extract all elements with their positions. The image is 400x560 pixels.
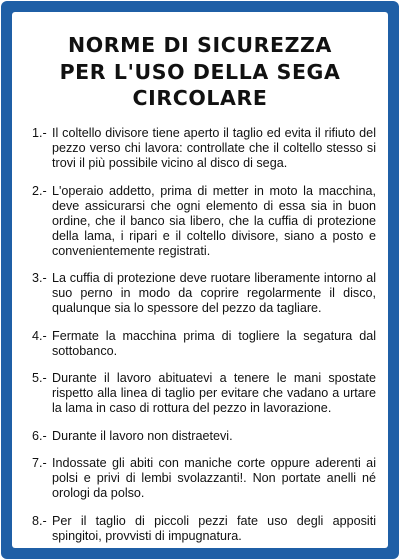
rule-text: La cuffia di protezione deve ruotare liberamente intorno al suo perno in modo da coprire regolarmente il disco, qualunque sia lo spessore del pezzo da tagliare. — [52, 271, 376, 315]
sign-title-line: NORME DI SICUREZZA — [68, 33, 332, 57]
rule-item — [32, 329, 376, 359]
rule-number: 7.- — [32, 456, 47, 470]
rule-item — [32, 184, 376, 259]
sign-title-line: PER L'USO DELLA SEGA — [59, 59, 341, 84]
rule-item — [32, 271, 376, 316]
rule-number: 5.- — [32, 371, 47, 385]
sign-title-line: CIRCOLARE — [132, 86, 268, 110]
rule-number: 4.- — [32, 328, 47, 343]
rule-text: Fermate la macchina prima di togliere la segatura dal sottobanco. — [52, 328, 376, 358]
sign-title — [12, 32, 388, 112]
rule-text: Per il taglio di piccoli pezzi fate uso degli appositi spingitoi, provvisti di impugnatura. — [52, 513, 376, 543]
rule-item — [32, 371, 376, 416]
safety-sign — [1, 1, 399, 559]
rule-item — [32, 456, 376, 501]
rule-number: 8.- — [32, 513, 47, 528]
rule-text: L'operaio addetto, prima di metter in moto la macchina, deve assicurarsi che ogni elemento di essa sia in buon ordine, che il banco sia libero, che la cuffia di protezione della lama, i ripari e il coltello divisore, siano a posto e convenientemente registrati. — [52, 183, 376, 258]
rule-item — [32, 429, 376, 444]
rule-number: 3.- — [32, 271, 47, 285]
rule-text: Indossate gli abiti con maniche corte oppure aderenti ai polsi e privi di lembi svolazzanti!. Non portate anelli né orologi da polso. — [52, 456, 376, 500]
rule-number: 1.- — [32, 126, 47, 140]
sign-panel — [12, 12, 388, 548]
rule-text: Il coltello divisore tiene aperto il taglio ed evita il rifiuto del pezzo verso chi lavora: controllate che il coltello stesso si trovi il più possibile vicino al disco di sega. — [52, 126, 376, 170]
rules-list — [32, 126, 376, 556]
rule-number: 6.- — [32, 428, 47, 443]
rule-item — [32, 514, 376, 544]
rule-text: Durante il lavoro abituatevi a tenere le mani spostate rispetto alla linea di taglio per evitare che vadano a urtare la lama in caso di rottura del pezzo in lavorazione. — [52, 371, 376, 415]
rule-number: 2.- — [32, 183, 47, 198]
rule-item — [32, 126, 376, 171]
rule-text: Durante il lavoro non distraetevi. — [52, 428, 233, 443]
